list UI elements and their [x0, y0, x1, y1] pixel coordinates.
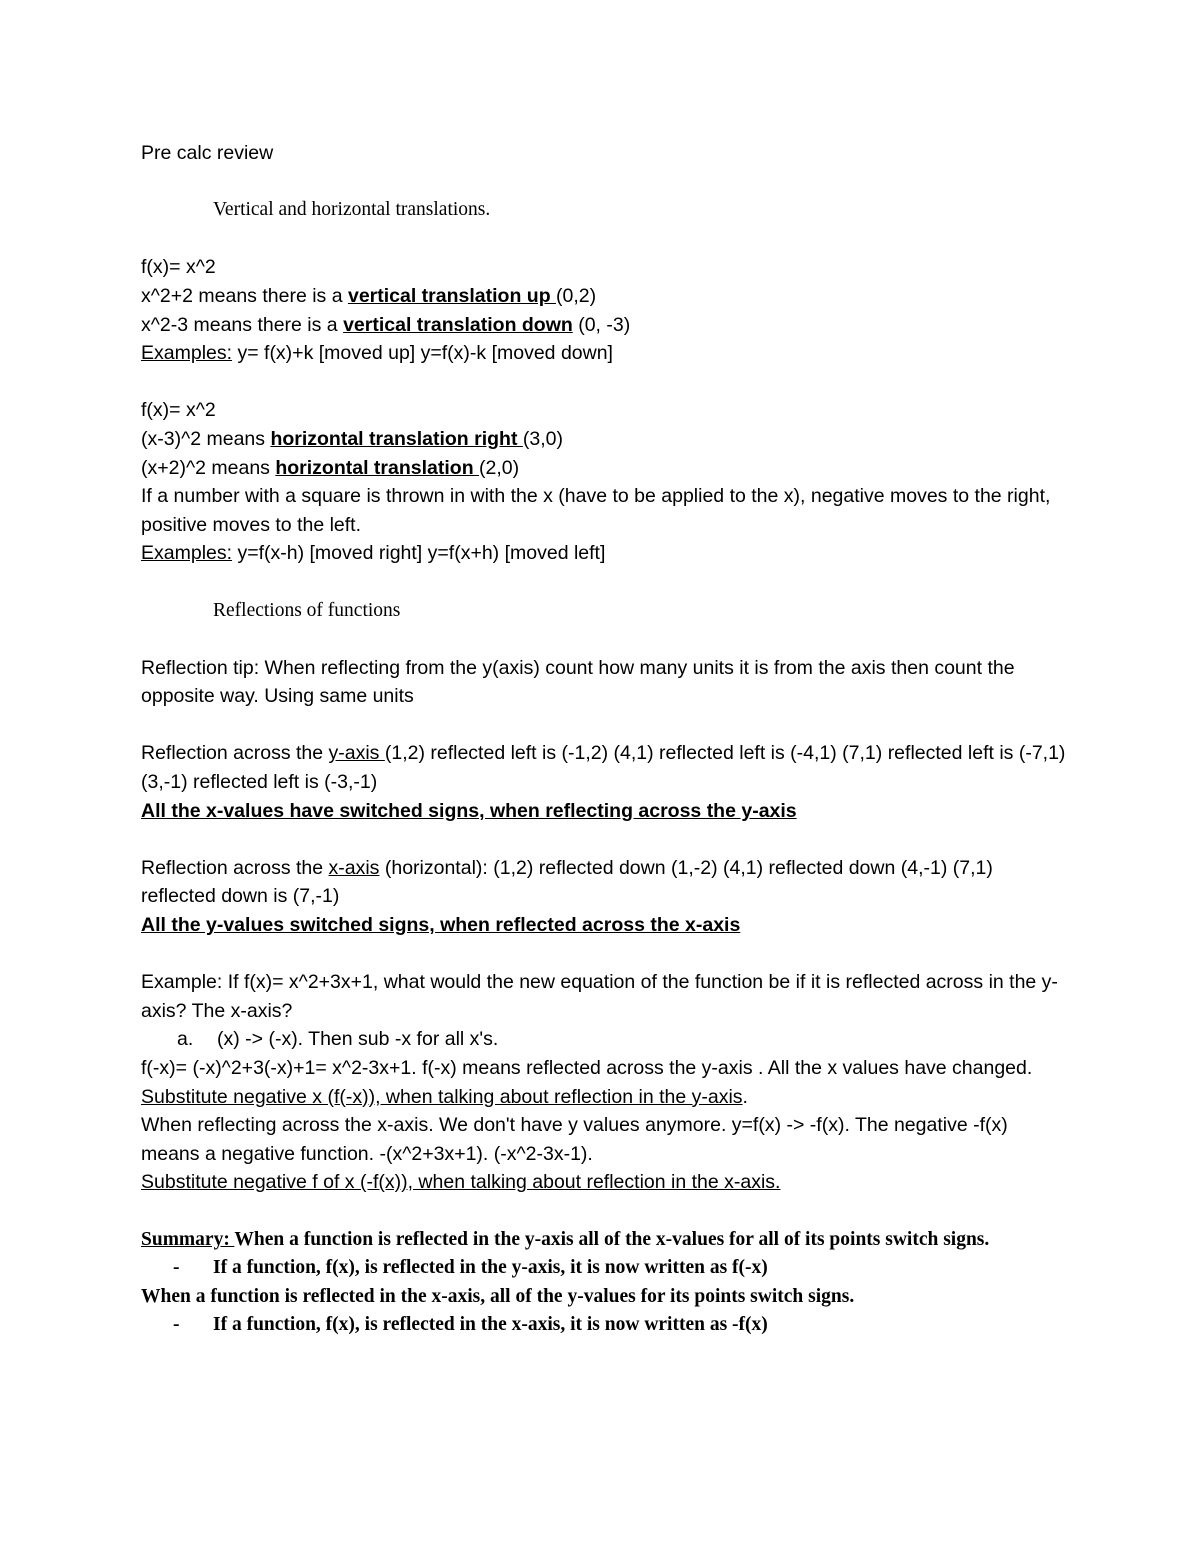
list-marker: -	[173, 1314, 180, 1336]
example-x-solution: When reflecting across the x-axis. We don't have y values anymore. y=f(x) -> -f(x). The negative -f(x) means a negative function. -(x^2+3x+1). (-x^2-3x-1).	[141, 1114, 1008, 1165]
section-heading-reflections: Reflections of functions	[213, 599, 401, 621]
vertical-up-line: x^2+2 means there is a vertical translation up (0,2)	[141, 284, 597, 307]
x-axis-term: x-axis	[328, 856, 380, 879]
list-marker: a.	[177, 1028, 194, 1051]
y-axis-term: y-axis	[328, 742, 385, 765]
summary-list-item: - If a function, f(x), is reflected in the y-axis, it is now written as f(-x)	[141, 1254, 1071, 1283]
summary-x-axis-line: When a function is reflected in the x-axis, all of the y-values for its points switch signs.	[141, 1285, 855, 1307]
example-question: Example: If f(x)= x^2+3x+1, what would the new equation of the function be if it is reflected across in the y-axis? The x-axis?	[141, 971, 1058, 1022]
summary-list-item: - If a function, f(x), is reflected in the x-axis, it is now written as -f(x)	[141, 1311, 1071, 1340]
document-body	[141, 139, 1071, 1340]
horizontal-term: horizontal translation	[275, 456, 480, 479]
reflection-x-axis-paragraph: Reflection across the x-axis (horizontal): (1,2) reflected down (1,-2) (4,1) reflected down (4,-1) (7,1) reflected down is (7,-1)	[141, 856, 993, 908]
document-title: Pre calc review	[141, 142, 274, 164]
vertical-down-term: vertical translation down	[343, 313, 573, 336]
example-list-item: a. (x) -> (-x). Then sub -x for all x's.	[141, 1025, 1071, 1054]
examples-label: Examples:	[141, 342, 233, 365]
horizontal-right-line: (x-3)^2 means horizontal translation right (3,0)	[141, 427, 563, 450]
example-y-note: Substitute negative x (f(-x)), when talking about reflection in the y-axis.	[141, 1085, 748, 1108]
examples-label: Examples:	[141, 542, 233, 565]
horizontal-left-line: (x+2)^2 means horizontal translation (2,0)	[141, 456, 520, 479]
y-axis-rule: All the x-values have switched signs, when reflecting across the y-axis	[141, 799, 797, 822]
function-definition: f(x)= x^2	[141, 399, 216, 422]
horizontal-right-term: horizontal translation right	[270, 427, 523, 450]
vertical-up-term: vertical translation up	[347, 284, 557, 307]
summary-label: Summary:	[141, 1228, 235, 1250]
vertical-examples-line: Examples: y= f(x)+k [moved up] y=f(x)-k [moved down]	[141, 342, 613, 365]
example-y-solution: f(-x)= (-x)^2+3(-x)+1= x^2-3x+1. f(-x) means reflected across the y-axis . All the x values have changed.	[141, 1057, 1033, 1079]
horizontal-examples-line: Examples: y=f(x-h) [moved right] y=f(x+h) [moved left]	[141, 542, 606, 565]
function-definition: f(x)= x^2	[141, 256, 216, 279]
x-axis-rule: All the y-values switched signs, when reflected across the x-axis	[141, 914, 741, 937]
section-heading-translations: Vertical and horizontal translations.	[213, 199, 491, 221]
summary-paragraph: Summary: When a function is reflected in the y-axis all of the x-values for all of its points switch signs.	[141, 1228, 990, 1250]
list-marker: -	[173, 1257, 180, 1279]
vertical-down-line: x^2-3 means there is a vertical translation down (0, -3)	[141, 313, 631, 336]
reflection-y-axis-paragraph: Reflection across the y-axis (1,2) reflected left is (-1,2) (4,1) reflected left is (-4,1) (7,1) reflected left is (-7,1) (3,-1) reflected left is (-3,-1)	[141, 742, 1066, 794]
horizontal-explanation: If a number with a square is thrown in with the x (have to be applied to the x), negative moves to the right, positive moves to the left.	[141, 485, 1051, 536]
reflection-tip: Reflection tip: When reflecting from the y(axis) count how many units it is from the axis then count the opposite way. Using same units	[141, 656, 1015, 708]
example-x-note: Substitute negative f of x (-f(x)), when talking about reflection in the x-axis.	[141, 1171, 781, 1194]
